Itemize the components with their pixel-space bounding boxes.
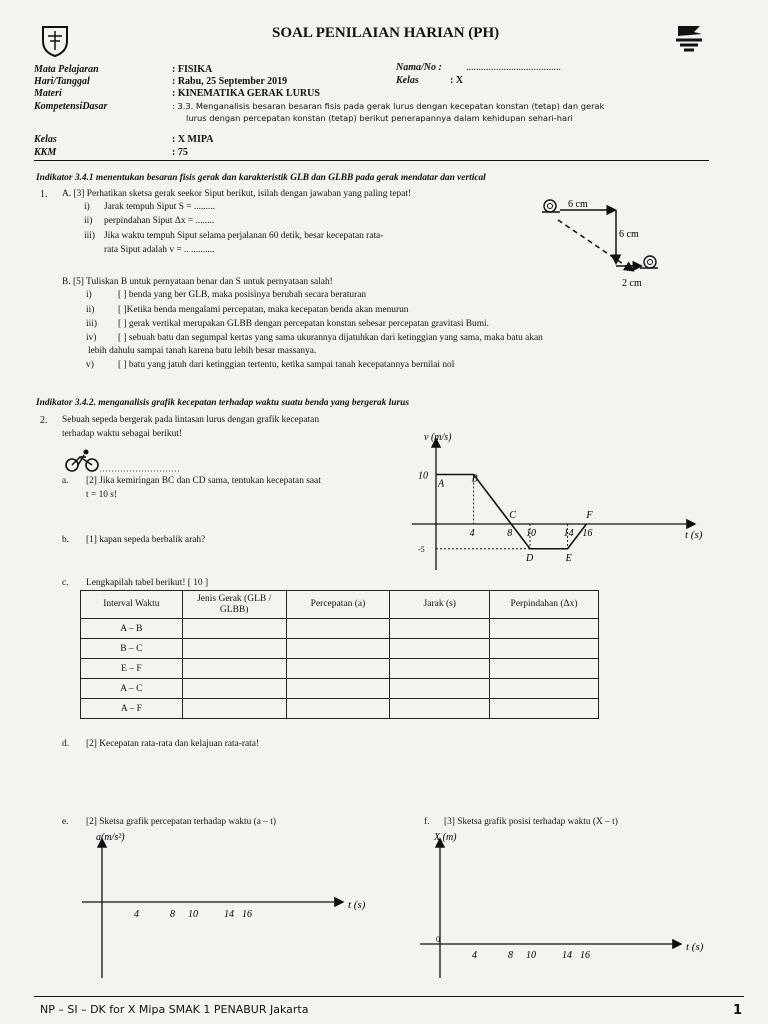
sketch-label-bottom: 2 cm: [622, 278, 642, 289]
velocity-time-chart: [410, 428, 710, 578]
field-label: KKM: [34, 147, 57, 158]
answer-cell[interactable]: [390, 679, 490, 699]
snail-end-icon: [640, 256, 658, 268]
statement-num: i): [86, 290, 92, 300]
interval-cell: A – C: [81, 679, 183, 699]
table-row: [81, 639, 599, 659]
x-tick-label: 14: [562, 950, 572, 961]
x-tick-label: 16: [580, 950, 590, 961]
interval-cell: E – F: [81, 659, 183, 679]
statement[interactable]: [ ]Ketika benda mengalami percepatan, maka kecepatan benda akan menurun: [118, 305, 409, 315]
q1-a-text: A. [3] Perhatikan sketsa gerak seekor Siput berikut, isilah dengan jawaban yang paling tepat!: [62, 189, 412, 199]
nama-field[interactable]: ......................................: [466, 62, 561, 73]
statement-num: v): [86, 360, 94, 370]
table-header: Perpindahan (Δx): [490, 591, 599, 619]
snail-start-icon: [542, 200, 560, 212]
q2-a-label: a.: [62, 476, 69, 486]
field-label: Kelas: [34, 134, 57, 145]
indikator-2: Indikator 3.4.2. menganalisis grafik kecepatan terhadap waktu suatu benda yang bergerak lurus: [36, 398, 409, 408]
interval-cell: A – B: [81, 619, 183, 639]
answer-cell[interactable]: [182, 659, 286, 679]
y-tick-label: 0: [436, 935, 440, 944]
answer-cell[interactable]: [490, 659, 599, 679]
q1-item: Jarak tempuh Siput S = .........: [104, 202, 216, 212]
q1-item-num: ii): [84, 216, 93, 226]
field-label: Materi: [34, 88, 62, 99]
field-value: : 75: [172, 147, 188, 158]
penabur-logo-icon: [672, 20, 706, 54]
table-header: Interval Waktu: [81, 591, 183, 619]
field-value: : FISIKA: [172, 64, 213, 75]
page-title: SOAL PENILAIAN HARIAN (PH): [272, 25, 500, 41]
x-tick-label: 10: [526, 950, 536, 961]
interval-cell: A – F: [81, 699, 183, 719]
nama-label: Nama/No :: [396, 62, 442, 73]
q1-item: Jika waktu tempuh Siput selama perjalanan 60 detik, besar kecepatan rata-: [104, 231, 384, 241]
q2-f-text: [3] Sketsa grafik posisi terhadap waktu (X – t): [444, 817, 618, 827]
kelas-label: Kelas: [396, 75, 419, 86]
x-tick-label: 4: [472, 950, 477, 961]
x-tick-label: 8: [507, 528, 513, 539]
answer-cell[interactable]: [182, 619, 286, 639]
field-value: : 3.3. Menganalisis besaran besaran fisis pada gerak lurus dengan kecepatan konstan (tetap) dan gerak: [172, 101, 605, 111]
statement[interactable]: [ ] sebuah batu dan segumpal kertas yang sama ukurannya dijatuhkan dari ketinggian yang sama, maka batu akan: [118, 333, 543, 343]
answer-cell[interactable]: [390, 699, 490, 719]
q2-c-text: Lengkapilah tabel berikut! [ 10 ]: [86, 578, 209, 588]
answer-cell[interactable]: [490, 699, 599, 719]
x-tick-label: 14: [563, 528, 574, 539]
table-header-row: [81, 591, 599, 619]
bicycle-icon: [64, 449, 180, 473]
statement[interactable]: [ ] benda yang ber GLB, maka posisinya berubah secara beraturan: [118, 290, 367, 300]
school-crest-icon: [40, 24, 70, 58]
y-axis-label: X (m): [434, 832, 457, 843]
field-label: KompetensiDasar: [34, 101, 108, 112]
q2-intro: terhadap waktu sebagai berikut!: [62, 429, 183, 439]
q2-c-label: c.: [62, 578, 69, 588]
statement[interactable]: [ ] gerak vertikal merupakan GLBB dengan percepatan konstan sebesar percepatan gravitasi Bumi.: [118, 319, 489, 329]
field-value: : Rabu, 25 September 2019: [172, 76, 288, 87]
x-tick-label: 4: [469, 528, 475, 539]
answer-cell[interactable]: [286, 699, 390, 719]
q2-b-text: [1] kapan sepeda berbalik arah?: [86, 535, 206, 545]
table-row: [81, 619, 599, 639]
x-axis-label: t (s): [348, 899, 366, 911]
field-value: : X MIPA: [172, 134, 214, 145]
x-tick-label: 16: [242, 909, 252, 920]
table-header: Percepatan (a): [286, 591, 390, 619]
sketch-label-top: 6 cm: [568, 199, 588, 210]
answer-cell[interactable]: [286, 619, 390, 639]
answer-cell[interactable]: [182, 699, 286, 719]
x-tick-label: 10: [526, 528, 536, 539]
q2-e-text: [2] Sketsa grafik percepatan terhadap waktu (a – t): [86, 817, 277, 827]
x-tick-label: 4: [134, 909, 139, 920]
field-label: Mata Pelajaran: [34, 64, 99, 75]
table-row: [81, 699, 599, 719]
answer-cell[interactable]: [182, 679, 286, 699]
answer-cell[interactable]: [390, 639, 490, 659]
field-value: : KINEMATIKA GERAK LURUS: [172, 88, 320, 99]
table-header: Jenis Gerak (GLB / GLBB): [182, 591, 286, 619]
answer-cell[interactable]: [182, 639, 286, 659]
x-tick-label: 14: [224, 909, 234, 920]
snail-path-sketch: [536, 190, 686, 290]
q2-e-label: e.: [62, 817, 69, 827]
statement-num: iii): [86, 319, 97, 329]
page-number: 1: [733, 1003, 743, 1018]
y-axis-label: v (m/s): [424, 432, 452, 443]
point-label-a: A: [438, 478, 445, 490]
answer-cell[interactable]: [490, 619, 599, 639]
motion-table: [80, 590, 599, 719]
point-label-b: B: [471, 473, 478, 485]
statement[interactable]: [ ] batu yang jatuh dari ketinggian tertentu, ketika sampai tanah kecepatannya bernilai nol: [118, 360, 455, 370]
statement-num: iv): [86, 333, 97, 343]
q2-number: 2.: [40, 415, 48, 426]
q1-item-line2: rata Siput adalah v = .. ..........: [104, 245, 215, 255]
answer-cell[interactable]: [286, 639, 390, 659]
kd-line-2: lurus dengan percepatan konstan (tetap) berikut penerapannya dalam kehidupan sehari-hari: [186, 113, 573, 123]
x-axis-label: t (s): [686, 941, 704, 953]
indikator-1: Indikator 3.4.1 menentukan besaran fisis gerak dan karakteristik GLB dan GLBB pada gerak mendatar dan vertical: [36, 173, 486, 183]
x-axis-label: t (s): [685, 529, 703, 541]
answer-cell[interactable]: [490, 639, 599, 659]
x-tick-label: 16: [582, 528, 593, 539]
q2-intro: Sebuah sepeda bergerak pada lintasan lurus dengan grafik kecepatan: [62, 415, 320, 425]
point-label-c: C: [509, 510, 516, 521]
answer-cell[interactable]: [390, 659, 490, 679]
sketch-label-right: 6 cm: [619, 229, 639, 240]
q2-d-label: d.: [62, 739, 70, 749]
answer-cell[interactable]: [286, 659, 390, 679]
point-label-f: F: [586, 510, 593, 521]
q2-b-label: b.: [62, 535, 70, 545]
q1-item: perpindahan Siput Δx = ........: [104, 216, 215, 226]
field-label: Hari/Tanggal: [34, 76, 90, 87]
y-axis-label: a(m/s²): [96, 832, 125, 843]
statement-num: ii): [86, 305, 95, 315]
q2-a-text: t = 10 s!: [86, 490, 118, 500]
interval-cell: B – C: [81, 639, 183, 659]
footer-divider: [34, 996, 744, 997]
y-tick-label: 10: [418, 470, 428, 482]
q1-item-num: iii): [84, 231, 95, 241]
acceleration-time-axes: [80, 826, 380, 986]
point-label-e: E: [565, 552, 572, 564]
table-row: [81, 679, 599, 699]
x-tick-label: 10: [188, 909, 198, 920]
q2-d-text: [2] Kecepatan rata-rata dan kelajuan rata-rata!: [86, 739, 260, 749]
point-label-d: D: [526, 552, 534, 564]
answer-cell[interactable]: [490, 679, 599, 699]
header-divider: [34, 160, 709, 161]
y-tick-label: -5: [418, 544, 425, 554]
q1-item-num: i): [84, 202, 90, 212]
kelas-value: : X: [450, 75, 464, 86]
q2-f-label: f.: [424, 817, 430, 827]
position-time-axes: [418, 826, 718, 986]
q2-a-text: [2] Jika kemiringan BC dan CD sama, tentukan kecepatan saat: [86, 476, 321, 486]
statement-continuation: lebih dahulu sampai tanah karena batu lebih besar massanya.: [88, 346, 317, 356]
x-tick-label: 8: [170, 909, 175, 920]
table-header: Jarak (s): [390, 591, 490, 619]
table-row: [81, 659, 599, 679]
q1-b-text: B. [5] Tuliskan B untuk pernyataan benar dan S untuk pernyataan salah!: [62, 277, 333, 287]
answer-cell[interactable]: [390, 619, 490, 639]
x-tick-label: 8: [508, 950, 513, 961]
answer-cell[interactable]: [286, 679, 390, 699]
footer-text: NP – SI – DK for X Mipa SMAK 1 PENABUR Jakarta: [40, 1003, 309, 1016]
q1-number: 1.: [40, 189, 48, 200]
